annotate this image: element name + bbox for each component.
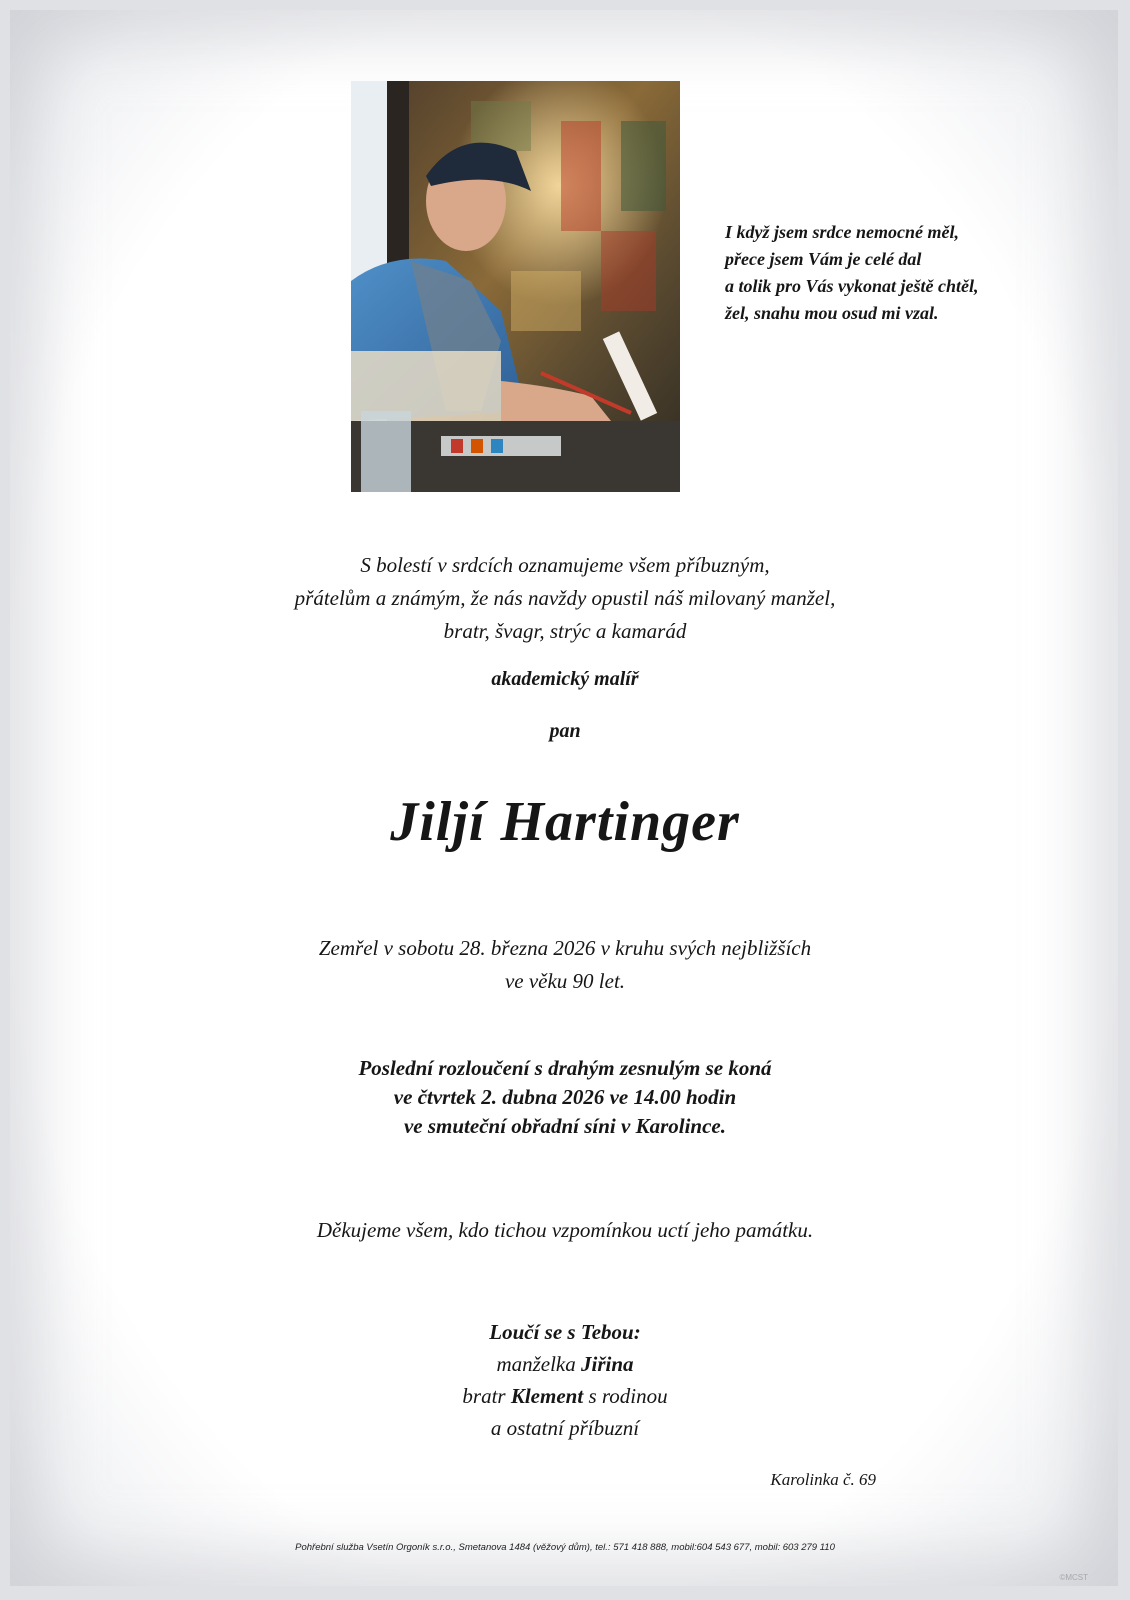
poem-line: a tolik pro Vás vykonat ještě chtěl, <box>725 276 979 296</box>
announcement-intro <box>130 549 1000 648</box>
poem-line: žel, snahu mou osud mi vzal. <box>725 303 939 323</box>
ceremony-line: ve čtvrtek 2. dubna 2026 ve 14.00 hodin <box>393 1085 737 1109</box>
farewell-heading: Loučí se s Tebou: <box>489 1320 641 1344</box>
profession-title: akademický malíř <box>491 668 639 690</box>
brother-prefix: bratr <box>462 1384 511 1408</box>
farewell-block <box>130 1316 1000 1444</box>
farewell-brother <box>130 1380 1000 1412</box>
intro-line: bratr, švagr, strýc a kamarád <box>443 619 687 643</box>
death-line: ve věku 90 let. <box>504 969 626 993</box>
ceremony-line: ve smuteční obřadní síni v Karolince. <box>403 1114 726 1138</box>
intro-line: přátelům a známým, že nás navždy opustil náš milovaný manžel, <box>294 586 836 610</box>
wife-prefix: manželka <box>496 1352 582 1376</box>
poem <box>725 219 1055 327</box>
portrait-photo <box>351 81 680 492</box>
farewell-wife <box>130 1348 1000 1380</box>
portrait-photo-icon <box>351 81 680 492</box>
wife-name: Jiřina <box>581 1352 634 1376</box>
funeral-ceremony <box>130 1054 1000 1141</box>
poem-line: I když jsem srdce nemocné měl, <box>725 222 959 242</box>
ceremony-line: Poslední rozloučení s drahým zesnulým se koná <box>358 1056 772 1080</box>
farewell-others: a ostatní příbuzní <box>490 1416 640 1440</box>
funeral-service-footer: Pohřební služba Vsetín Orgoník s.r.o., Smetanova 1484 (věžový dům), tel.: 571 418 888, mobil:604 543 677, mobil: 603 279 110 <box>295 1542 835 1553</box>
brother-name: Klement <box>510 1384 584 1408</box>
thanks-line: Děkujeme všem, kdo tichou vzpomínkou uctí jeho památku. <box>316 1218 814 1242</box>
salutation: pan <box>549 720 581 742</box>
poem-line: přece jsem Vám je celé dal <box>725 249 922 269</box>
corner-mark: ©MCST <box>1059 1573 1088 1582</box>
death-line: Zemřel v sobotu 28. března 2026 v kruhu svých nejbližších <box>318 936 812 960</box>
death-notice <box>130 932 1000 998</box>
brother-suffix: s rodinou <box>583 1384 668 1408</box>
intro-line: S bolestí v srdcích oznamujeme všem příbuzným, <box>360 553 770 577</box>
deceased-name: Jiljí Hartinger <box>390 791 740 853</box>
address: Karolinka č. 69 <box>770 1470 876 1489</box>
